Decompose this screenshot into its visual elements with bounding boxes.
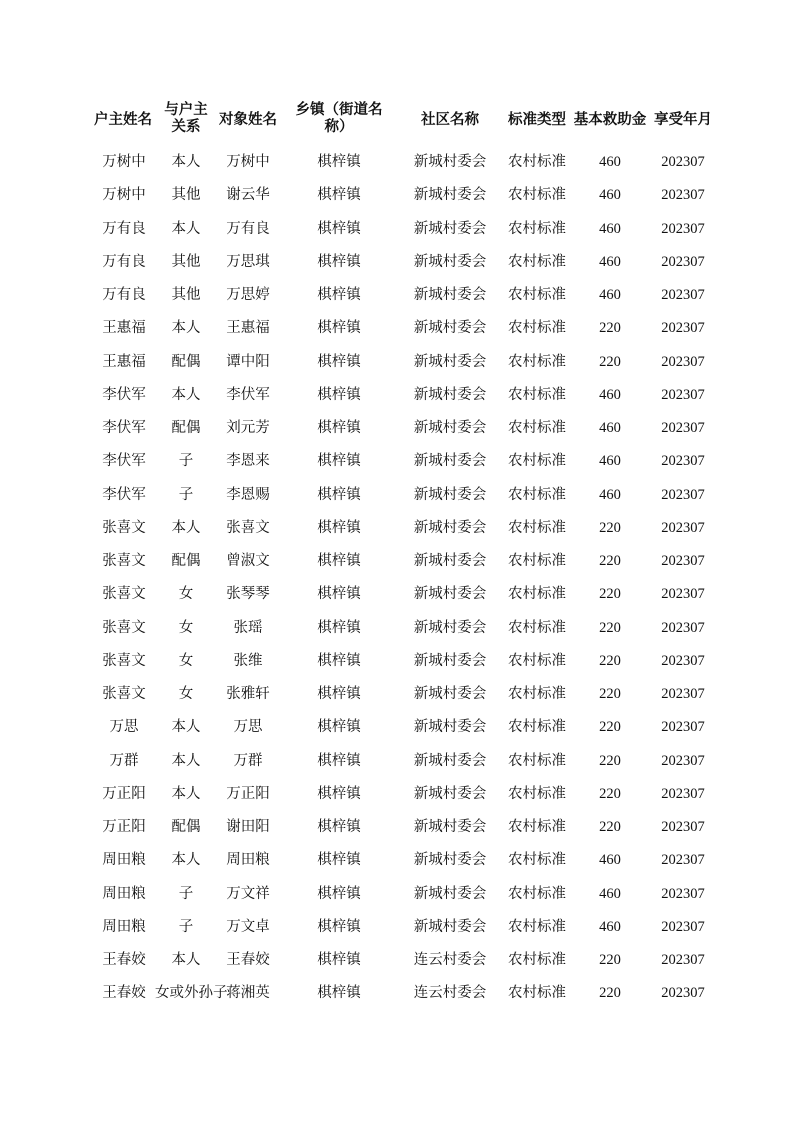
relation-cell: 子 <box>178 918 194 935</box>
township-cell: 棋梓镇 <box>317 619 361 636</box>
year-month-cell: 202307 <box>661 819 705 835</box>
township-cell: 棋梓镇 <box>317 519 361 536</box>
table-row <box>0 279 793 312</box>
year-month-cell: 202307 <box>661 154 705 170</box>
basic-aid-cell: 460 <box>599 386 621 403</box>
basic-aid-cell: 460 <box>599 885 621 902</box>
township-cell: 棋梓镇 <box>317 952 361 968</box>
basic-aid-cell: 220 <box>599 652 621 669</box>
recipient-name-cell: 张雅轩 <box>226 686 270 702</box>
recipient-name-cell: 万思婷 <box>226 287 270 303</box>
community-cell: 新城村委会 <box>413 486 487 503</box>
basic-aid-cell: 460 <box>599 486 621 503</box>
community-cell: 新城村委会 <box>413 420 487 436</box>
basic-aid-cell: 220 <box>599 553 621 569</box>
table-row <box>0 878 793 911</box>
recipient-name-cell: 万文卓 <box>226 918 270 935</box>
basic-aid-cell: 220 <box>599 785 621 802</box>
recipient-name-cell: 王春姣 <box>226 952 270 968</box>
year-month-cell: 202307 <box>661 220 705 237</box>
table-row <box>0 711 793 744</box>
township-cell: 棋梓镇 <box>317 220 361 237</box>
township-cell: 棋梓镇 <box>317 187 361 204</box>
township-cell: 棋梓镇 <box>317 386 361 403</box>
table-row <box>0 811 793 844</box>
basic-aid-cell: 220 <box>599 985 621 1002</box>
relation-cell: 配偶 <box>171 353 201 370</box>
household-head-cell: 万树中 <box>102 154 146 170</box>
relation-cell: 女 <box>178 619 194 636</box>
recipient-name-cell: 李恩来 <box>226 453 270 470</box>
community-cell: 新城村委会 <box>413 220 487 237</box>
standard-type-cell: 农村标准 <box>508 353 566 370</box>
year-month-cell: 202307 <box>661 752 705 769</box>
relation-cell: 本人 <box>171 719 201 736</box>
basic-aid-cell: 460 <box>599 453 621 470</box>
recipient-name-cell: 谢田阳 <box>226 819 270 835</box>
basic-aid-cell: 460 <box>599 918 621 935</box>
table-body <box>0 146 793 1011</box>
township-cell: 棋梓镇 <box>317 253 361 270</box>
year-month-cell: 202307 <box>661 719 705 736</box>
year-month-cell: 202307 <box>661 187 705 204</box>
community-cell: 新城村委会 <box>413 785 487 802</box>
header-year-month: 享受年月 <box>654 112 712 128</box>
community-cell: 新城村委会 <box>413 187 487 204</box>
township-cell: 棋梓镇 <box>317 918 361 935</box>
basic-aid-cell: 220 <box>599 320 621 337</box>
community-cell: 连云村委会 <box>413 985 487 1002</box>
standard-type-cell: 农村标准 <box>508 586 566 603</box>
township-cell: 棋梓镇 <box>317 154 361 170</box>
table-row <box>0 911 793 944</box>
household-head-cell: 万树中 <box>102 187 146 204</box>
standard-type-cell: 农村标准 <box>508 819 566 835</box>
header-community: 社区名称 <box>421 112 479 128</box>
year-month-cell: 202307 <box>661 519 705 536</box>
year-month-cell: 202307 <box>661 420 705 436</box>
header-standard-type: 标准类型 <box>508 112 566 128</box>
community-cell: 新城村委会 <box>413 619 487 636</box>
standard-type-cell: 农村标准 <box>508 420 566 436</box>
year-month-cell: 202307 <box>661 287 705 303</box>
table-row <box>0 179 793 212</box>
relation-cell: 配偶 <box>171 819 201 835</box>
household-head-cell: 万有良 <box>102 220 146 237</box>
recipient-name-cell: 王惠福 <box>226 320 270 337</box>
community-cell: 新城村委会 <box>413 320 487 337</box>
year-month-cell: 202307 <box>661 952 705 968</box>
standard-type-cell: 农村标准 <box>508 154 566 170</box>
recipient-name-cell: 张瑶 <box>233 619 263 636</box>
community-cell: 新城村委会 <box>413 253 487 270</box>
community-cell: 新城村委会 <box>413 885 487 902</box>
household-head-cell: 李伏军 <box>102 386 146 403</box>
recipient-name-cell: 李恩赐 <box>226 486 270 503</box>
township-cell: 棋梓镇 <box>317 287 361 303</box>
relation-cell: 本人 <box>171 519 201 536</box>
table-row <box>0 445 793 478</box>
community-cell: 新城村委会 <box>413 353 487 370</box>
year-month-cell: 202307 <box>661 652 705 669</box>
header-relation: 与户主 关系 <box>164 102 208 135</box>
community-cell: 新城村委会 <box>413 519 487 536</box>
header-recipient-name: 对象姓名 <box>219 112 277 128</box>
township-cell: 棋梓镇 <box>317 985 361 1002</box>
standard-type-cell: 农村标准 <box>508 852 566 869</box>
standard-type-cell: 农村标准 <box>508 918 566 935</box>
household-head-cell: 张喜文 <box>102 686 146 702</box>
standard-type-cell: 农村标准 <box>508 719 566 736</box>
township-cell: 棋梓镇 <box>317 486 361 503</box>
table-row <box>0 512 793 545</box>
recipient-name-cell: 万群 <box>233 752 263 769</box>
standard-type-cell: 农村标准 <box>508 287 566 303</box>
year-month-cell: 202307 <box>661 619 705 636</box>
basic-aid-cell: 220 <box>599 353 621 370</box>
standard-type-cell: 农村标准 <box>508 187 566 204</box>
standard-type-cell: 农村标准 <box>508 785 566 802</box>
household-head-cell: 万正阳 <box>102 819 146 835</box>
basic-aid-cell: 220 <box>599 752 621 769</box>
township-cell: 棋梓镇 <box>317 686 361 702</box>
header-basic-aid: 基本救助金 <box>573 112 647 128</box>
relation-cell: 本人 <box>171 320 201 337</box>
standard-type-cell: 农村标准 <box>508 253 566 270</box>
standard-type-cell: 农村标准 <box>508 752 566 769</box>
township-cell: 棋梓镇 <box>317 320 361 337</box>
household-head-cell: 张喜文 <box>102 619 146 636</box>
year-month-cell: 202307 <box>661 453 705 470</box>
household-head-cell: 张喜文 <box>102 586 146 603</box>
community-cell: 新城村委会 <box>413 386 487 403</box>
basic-aid-cell: 460 <box>599 154 621 170</box>
relation-cell: 本人 <box>171 785 201 802</box>
relation-cell: 其他 <box>171 187 201 204</box>
relation-cell: 本人 <box>171 154 201 170</box>
table-header <box>0 96 793 148</box>
household-head-cell: 王春姣 <box>102 952 146 968</box>
basic-aid-cell: 460 <box>599 253 621 270</box>
recipient-name-cell: 张维 <box>233 652 263 669</box>
table-row <box>0 412 793 445</box>
standard-type-cell: 农村标准 <box>508 453 566 470</box>
township-cell: 棋梓镇 <box>317 652 361 669</box>
relation-cell: 本人 <box>171 220 201 237</box>
basic-aid-cell: 460 <box>599 287 621 303</box>
standard-type-cell: 农村标准 <box>508 486 566 503</box>
relation-cell: 女 <box>178 586 194 603</box>
header-township: 乡镇（街道名 称） <box>295 102 383 135</box>
community-cell: 新城村委会 <box>413 918 487 935</box>
community-cell: 新城村委会 <box>413 819 487 835</box>
household-head-cell: 李伏军 <box>102 420 146 436</box>
household-head-cell: 万思 <box>109 719 139 736</box>
household-head-cell: 王惠福 <box>102 320 146 337</box>
township-cell: 棋梓镇 <box>317 553 361 569</box>
year-month-cell: 202307 <box>661 885 705 902</box>
year-month-cell: 202307 <box>661 852 705 869</box>
household-head-cell: 王春姣 <box>102 985 146 1002</box>
table-row <box>0 778 793 811</box>
recipient-name-cell: 谢云华 <box>226 187 270 204</box>
township-cell: 棋梓镇 <box>317 819 361 835</box>
household-head-cell: 周田粮 <box>102 852 146 869</box>
community-cell: 新城村委会 <box>413 154 487 170</box>
table-row <box>0 612 793 645</box>
year-month-cell: 202307 <box>661 686 705 702</box>
table-row <box>0 213 793 246</box>
relation-cell: 女或外孙子 <box>155 985 228 1002</box>
household-head-cell: 李伏军 <box>102 486 146 503</box>
household-head-cell: 张喜文 <box>102 519 146 536</box>
relation-cell: 子 <box>178 486 194 503</box>
table-row <box>0 678 793 711</box>
household-head-cell: 周田粮 <box>102 918 146 935</box>
community-cell: 新城村委会 <box>413 586 487 603</box>
basic-aid-cell: 460 <box>599 420 621 436</box>
relation-cell: 本人 <box>171 852 201 869</box>
standard-type-cell: 农村标准 <box>508 386 566 403</box>
township-cell: 棋梓镇 <box>317 752 361 769</box>
table-row <box>0 645 793 678</box>
community-cell: 连云村委会 <box>413 952 487 968</box>
recipient-name-cell: 蒋湘英 <box>226 985 270 1002</box>
township-cell: 棋梓镇 <box>317 785 361 802</box>
recipient-name-cell: 曾淑文 <box>226 553 270 569</box>
household-head-cell: 万有良 <box>102 253 146 270</box>
relation-cell: 女 <box>178 652 194 669</box>
table-row <box>0 146 793 179</box>
recipient-name-cell: 刘元芳 <box>226 420 270 436</box>
township-cell: 棋梓镇 <box>317 852 361 869</box>
community-cell: 新城村委会 <box>413 652 487 669</box>
standard-type-cell: 农村标准 <box>508 985 566 1002</box>
standard-type-cell: 农村标准 <box>508 320 566 337</box>
township-cell: 棋梓镇 <box>317 885 361 902</box>
table-row <box>0 745 793 778</box>
year-month-cell: 202307 <box>661 985 705 1002</box>
household-head-cell: 万有良 <box>102 287 146 303</box>
recipient-name-cell: 万正阳 <box>226 785 270 802</box>
table-row <box>0 545 793 578</box>
header-household-head: 户主姓名 <box>94 112 152 128</box>
year-month-cell: 202307 <box>661 486 705 503</box>
township-cell: 棋梓镇 <box>317 586 361 603</box>
household-head-cell: 万群 <box>109 752 139 769</box>
year-month-cell: 202307 <box>661 386 705 403</box>
household-head-cell: 周田粮 <box>102 885 146 902</box>
township-cell: 棋梓镇 <box>317 420 361 436</box>
recipient-name-cell: 周田粮 <box>226 852 270 869</box>
year-month-cell: 202307 <box>661 353 705 370</box>
basic-aid-cell: 220 <box>599 819 621 835</box>
recipient-name-cell: 万思 <box>233 719 263 736</box>
recipient-name-cell: 万思琪 <box>226 253 270 270</box>
household-head-cell: 张喜文 <box>102 652 146 669</box>
community-cell: 新城村委会 <box>413 752 487 769</box>
community-cell: 新城村委会 <box>413 719 487 736</box>
recipient-name-cell: 谭中阳 <box>226 353 270 370</box>
basic-aid-cell: 220 <box>599 619 621 636</box>
year-month-cell: 202307 <box>661 918 705 935</box>
relation-cell: 本人 <box>171 752 201 769</box>
recipient-name-cell: 张喜文 <box>226 519 270 536</box>
standard-type-cell: 农村标准 <box>508 686 566 702</box>
basic-aid-cell: 220 <box>599 952 621 968</box>
standard-type-cell: 农村标准 <box>508 885 566 902</box>
table-row <box>0 944 793 977</box>
community-cell: 新城村委会 <box>413 852 487 869</box>
table-row <box>0 346 793 379</box>
table-row <box>0 479 793 512</box>
township-cell: 棋梓镇 <box>317 453 361 470</box>
basic-aid-cell: 220 <box>599 719 621 736</box>
relation-cell: 女 <box>178 686 194 702</box>
community-cell: 新城村委会 <box>413 287 487 303</box>
relation-cell: 本人 <box>171 386 201 403</box>
relation-cell: 子 <box>178 885 194 902</box>
household-head-cell: 万正阳 <box>102 785 146 802</box>
year-month-cell: 202307 <box>661 253 705 270</box>
standard-type-cell: 农村标准 <box>508 220 566 237</box>
township-cell: 棋梓镇 <box>317 353 361 370</box>
community-cell: 新城村委会 <box>413 553 487 569</box>
basic-aid-cell: 220 <box>599 686 621 702</box>
year-month-cell: 202307 <box>661 785 705 802</box>
household-head-cell: 王惠福 <box>102 353 146 370</box>
table-row <box>0 844 793 877</box>
relation-cell: 其他 <box>171 287 201 303</box>
standard-type-cell: 农村标准 <box>508 553 566 569</box>
table-row <box>0 312 793 345</box>
community-cell: 新城村委会 <box>413 686 487 702</box>
basic-aid-cell: 460 <box>599 852 621 869</box>
recipient-name-cell: 张琴琴 <box>226 586 270 603</box>
basic-aid-cell: 460 <box>599 187 621 204</box>
year-month-cell: 202307 <box>661 586 705 603</box>
recipient-name-cell: 万树中 <box>226 154 270 170</box>
year-month-cell: 202307 <box>661 320 705 337</box>
relation-cell: 本人 <box>171 952 201 968</box>
recipient-name-cell: 万有良 <box>226 220 270 237</box>
basic-aid-cell: 460 <box>599 220 621 237</box>
standard-type-cell: 农村标准 <box>508 519 566 536</box>
relation-cell: 配偶 <box>171 553 201 569</box>
table-row <box>0 379 793 412</box>
community-cell: 新城村委会 <box>413 453 487 470</box>
table-row <box>0 977 793 1010</box>
township-cell: 棋梓镇 <box>317 719 361 736</box>
table-row <box>0 246 793 279</box>
household-head-cell: 李伏军 <box>102 453 146 470</box>
relation-cell: 配偶 <box>171 420 201 436</box>
relation-cell: 子 <box>178 453 194 470</box>
basic-aid-cell: 220 <box>599 586 621 603</box>
recipient-name-cell: 李伏军 <box>226 386 270 403</box>
year-month-cell: 202307 <box>661 553 705 569</box>
table-row <box>0 578 793 611</box>
household-head-cell: 张喜文 <box>102 553 146 569</box>
basic-aid-cell: 220 <box>599 519 621 536</box>
relation-cell: 其他 <box>171 253 201 270</box>
standard-type-cell: 农村标准 <box>508 652 566 669</box>
recipient-name-cell: 万文祥 <box>226 885 270 902</box>
standard-type-cell: 农村标准 <box>508 952 566 968</box>
standard-type-cell: 农村标准 <box>508 619 566 636</box>
